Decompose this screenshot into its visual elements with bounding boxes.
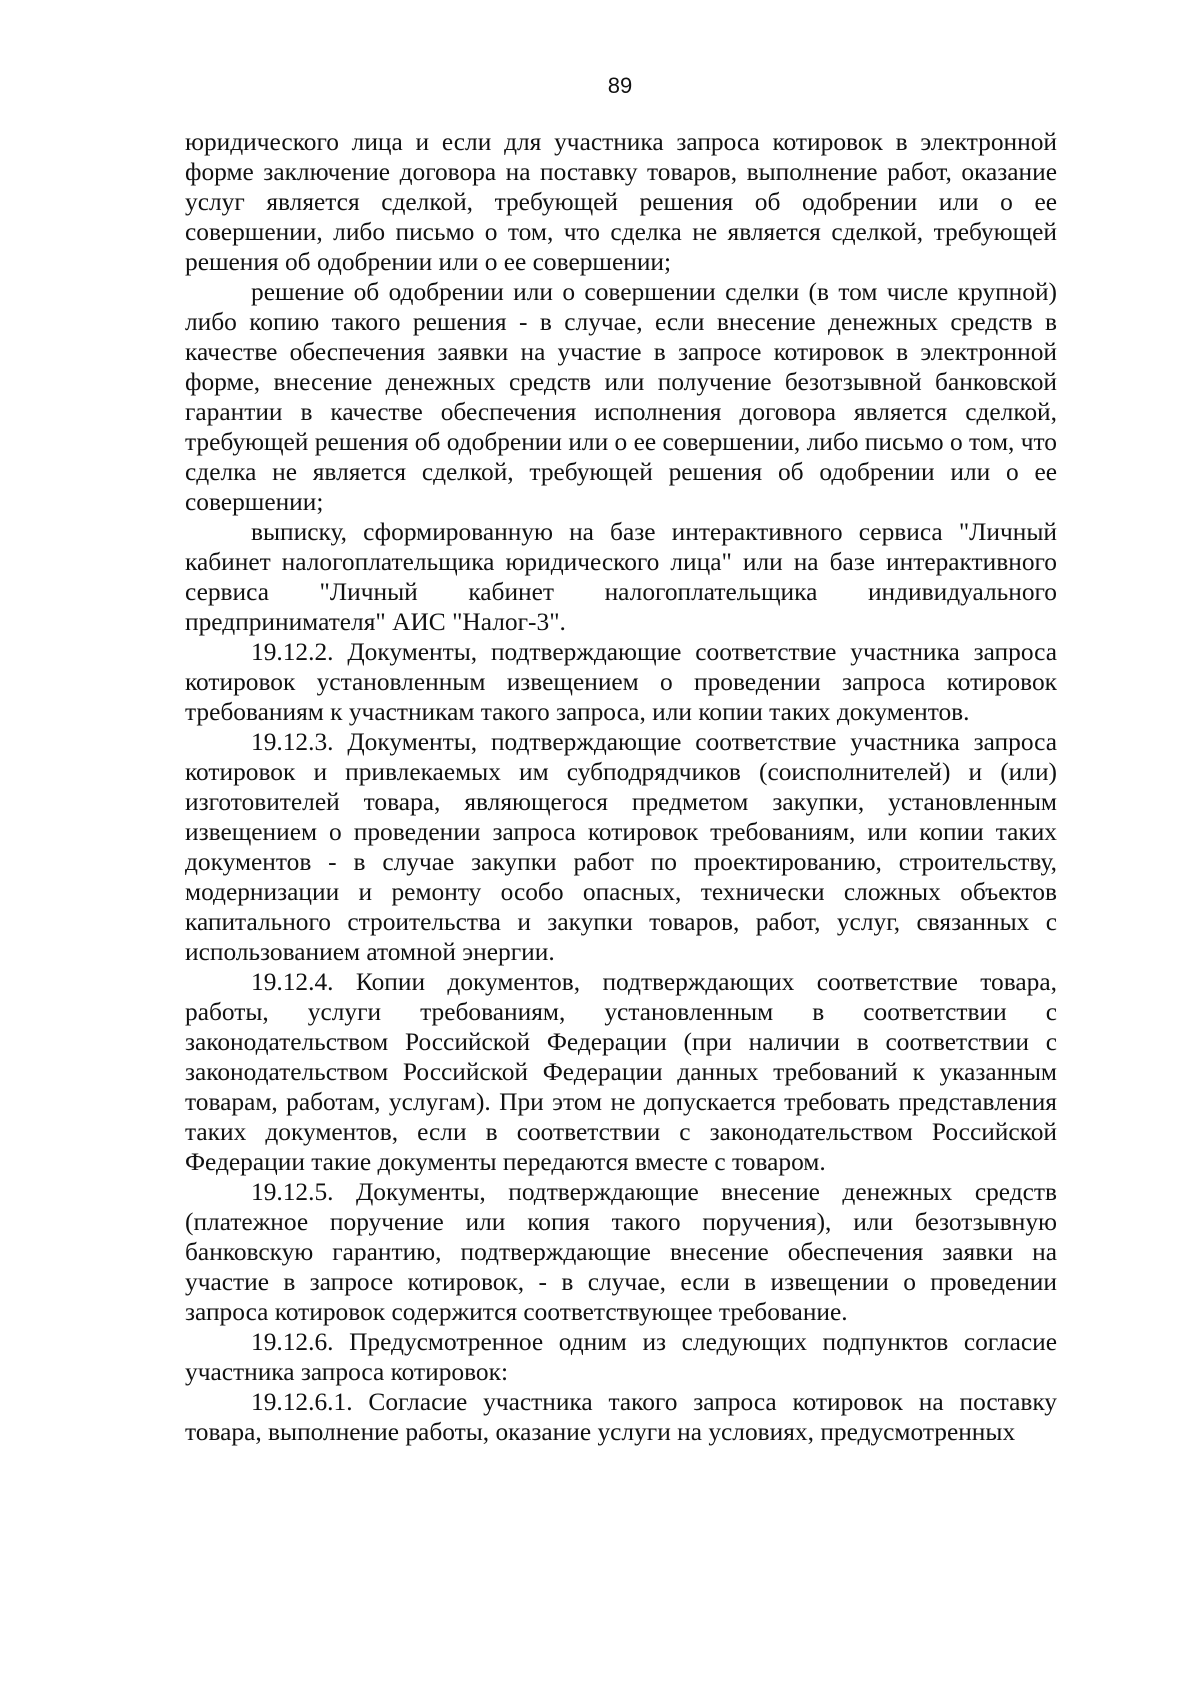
paragraph-tax-extract: выписку, сформированную на базе интерактивного сервиса "Личный кабинет налогоплательщика юридического лица" или на базе интерактивного сервиса "Личный кабинет налогоплательщика индивидуального предпринимателя" АИС "Налог-3". bbox=[185, 518, 1057, 636]
paragraph-19-12-4: 19.12.4. Копии документов, подтверждающих соответствие товара, работы, услуги требованиям, установленным в соответствии с законодательством Российской Федерации (при наличии в соответствии с законодательством Российской Федерации данных требований к указанным товарам, работам, услугам). При этом не допускается требовать представления таких документов, если в соответствии с законодательством Российской Федерации такие документы передаются вместе с товаром. bbox=[185, 968, 1057, 1176]
page-number: 89 bbox=[607, 73, 633, 98]
paragraph-19-12-5: 19.12.5. Документы, подтверждающие внесение денежных средств (платежное поручение или копия такого поручения), или безотзывную банковскую гарантию, подтверждающие внесение обеспечения заявки на участие в запросе котировок, - в случае, если в извещении о проведении запроса котировок содержится соответствующее требование. bbox=[185, 1178, 1057, 1326]
paragraph-19-12-2: 19.12.2. Документы, подтверждающие соответствие участника запроса котировок установленным извещением о проведении запроса котировок требованиям к участникам такого запроса, или копии таких документов. bbox=[185, 638, 1057, 726]
paragraph-19-12-3: 19.12.3. Документы, подтверждающие соответствие участника запроса котировок и привлекаемых им субподрядчиков (соисполнителей) и (или) изготовителей товара, являющегося предметом закупки, установленным извещением о проведении запроса котировок требованиям, или копии таких документов - в случае закупки работ по проектированию, строительству, модернизации и ремонту особо опасных, технически сложных объектов капитального строительства и закупки товаров, работ, услуг, связанных с использованием атомной энергии. bbox=[185, 728, 1057, 966]
paragraph-approval-decision: решение об одобрении или о совершении сделки (в том числе крупной) либо копию такого решения - в случае, если внесение денежных средств в качестве обеспечения заявки на участие в запросе котировок в электронной форме, внесение денежных средств или получение безотзывной банковской гарантии в качестве обеспечения исполнения договора является сделкой, требующей решения об одобрении или о ее совершении, либо письмо о том, что сделка не является сделкой, требующей решения об одобрении или о ее совершении; bbox=[185, 278, 1057, 516]
document-body bbox=[185, 127, 1057, 1447]
paragraph-continuation: юридического лица и если для участника запроса котировок в электронной форме заключение договора на поставку товаров, выполнение работ, оказание услуг является сделкой, требующей решения об одобрении или о ее совершении, либо письмо о том, что сделка не является сделкой, требующей решения об одобрении или о ее совершении; bbox=[185, 128, 1057, 276]
paragraph-19-12-6-1: 19.12.6.1. Согласие участника такого запроса котировок на поставку товара, выполнение работы, оказание услуги на условиях, предусмотренных bbox=[185, 1388, 1057, 1446]
paragraph-19-12-6: 19.12.6. Предусмотренное одним из следующих подпунктов согласие участника запроса котировок: bbox=[185, 1328, 1057, 1386]
